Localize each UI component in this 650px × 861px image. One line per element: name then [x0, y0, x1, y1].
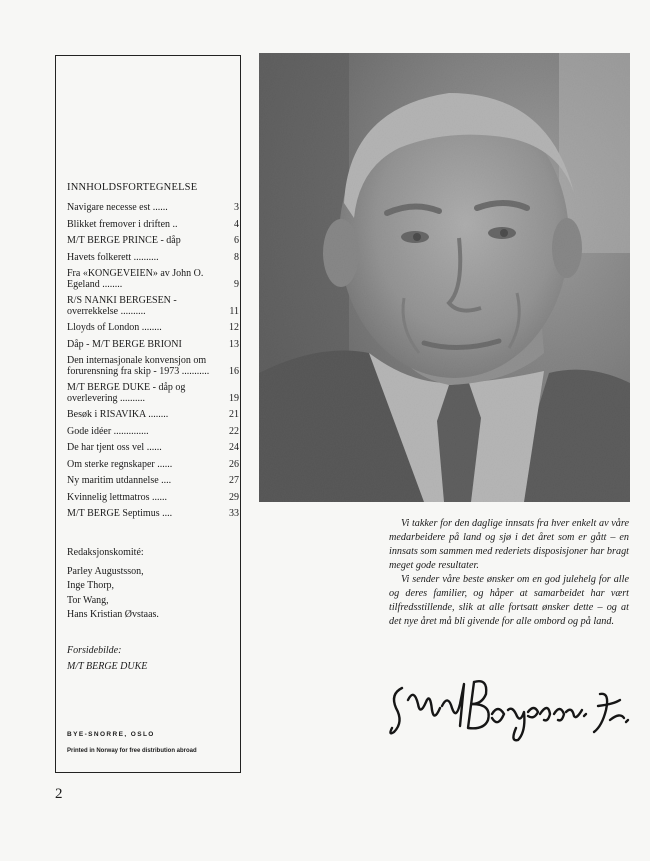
toc-item: [67, 383, 239, 404]
toc-item-page: 13: [229, 338, 239, 350]
toc-item-page: 22: [229, 425, 239, 437]
toc-item: [67, 269, 239, 290]
toc-item: [67, 509, 239, 520]
toc-item-title: Dåp - M/T BERGE BRIONI: [67, 338, 182, 350]
cover-credit: [67, 643, 237, 675]
toc-item-title: Lloyds of London ........: [67, 322, 162, 333]
toc-item-title: Navigare necesse est ......: [67, 202, 168, 213]
toc-item: [67, 236, 239, 247]
toc-item: [67, 410, 239, 421]
toc-item: [67, 356, 239, 377]
toc-item: [67, 253, 239, 264]
toc-item-title: M/T BERGE Septimus ....: [67, 508, 173, 519]
printer-credit: BYE-SNORRE, OSLO: [67, 731, 155, 738]
toc-item-title: Havets folkerett ..........: [67, 251, 159, 263]
cover-title: M/T BERGE DUKE: [67, 661, 148, 672]
portrait-photo: [259, 53, 630, 502]
toc-item: [67, 203, 239, 214]
toc-item-page: 24: [229, 442, 239, 453]
toc-item: [67, 296, 239, 317]
greeting-message: [389, 517, 629, 629]
toc-item-title: Fra «KONGEVEIEN» av John O. Egeland ........: [67, 268, 204, 290]
committee-heading: Redaksjonskomité:: [67, 547, 144, 558]
toc-item-title: M/T BERGE DUKE - dåp og overlevering ..........: [67, 382, 186, 404]
toc-item: [67, 220, 239, 231]
toc-item-page: 16: [229, 365, 239, 377]
toc-item-title: Besøk i RISAVIKA ........: [67, 409, 169, 420]
committee-member: Tor Wang,: [67, 594, 109, 606]
toc-item-page: 11: [229, 305, 239, 317]
toc-item-page: 4: [234, 218, 239, 230]
committee-member: Parley Augustsson,: [67, 565, 144, 577]
toc-item: [67, 427, 239, 438]
toc-item-title: Ny maritim utdannelse ....: [67, 475, 172, 486]
toc-item-page: 26: [229, 458, 239, 470]
toc-item-page: 29: [229, 491, 239, 503]
toc-item-title: Blikket fremover i driften ..: [67, 218, 178, 230]
toc-item: [67, 493, 239, 504]
toc-item: [67, 443, 239, 454]
toc-item-page: 8: [234, 251, 239, 263]
toc-item-page: 19: [229, 392, 239, 404]
toc-item-page: 27: [229, 475, 239, 486]
handwritten-signature: [388, 670, 633, 742]
table-of-contents-panel: [55, 55, 241, 773]
toc-item-title: R/S NANKI BERGESEN - overrekkelse ..........: [67, 295, 177, 317]
toc-item-page: 21: [229, 409, 239, 420]
toc-item-title: De har tjent oss vel ......: [67, 442, 162, 453]
editorial-committee: [67, 546, 237, 623]
toc-heading: INNHOLDSFORTEGNELSE: [67, 182, 198, 193]
toc-item: [67, 476, 239, 487]
portrait-illustration: [259, 53, 630, 502]
toc-item-title: M/T BERGE PRINCE - dåp: [67, 235, 181, 246]
toc-item-page: 6: [234, 235, 239, 246]
signature-drawing: [388, 670, 633, 742]
toc-item-title: Om sterke regnskaper ......: [67, 458, 173, 470]
toc-item: [67, 340, 239, 351]
toc-item-page: 33: [229, 508, 239, 519]
message-paragraph: Vi sender våre beste ønsker om en god julehelg for alle og deres familier, og håper at samarbeidet har vært tilfredsstillende, slik at alle fortsatt ønsker dette – og at det nye året må bli givende for alle ombord og på land.: [389, 574, 629, 627]
printed-note: Printed in Norway for free distribution abroad: [67, 748, 197, 754]
toc-item-title: Den internasjonale konvensjon om forurensning fra skip - 1973 ...........: [67, 355, 210, 377]
toc-item-page: 9: [234, 278, 239, 290]
toc-list: [67, 203, 239, 526]
toc-item: [67, 323, 239, 334]
toc-item: [67, 460, 239, 471]
toc-item-title: Gode idéer ..............: [67, 425, 149, 437]
toc-item-page: 3: [234, 202, 239, 213]
toc-item-page: 12: [229, 322, 239, 333]
committee-member: Inge Thorp,: [67, 580, 115, 591]
toc-item-title: Kvinnelig lettmatros ......: [67, 491, 167, 503]
cover-label: Forsidebilde:: [67, 645, 122, 656]
message-paragraph: Vi takker for den daglige innsats fra hver enkelt av våre medarbeidere på land og sjø i det året som er gått – en innsats som sammen med rederiets disposisjoner har bragt meget gode resultater.: [389, 518, 629, 571]
committee-member: Hans Kristian Øvstaas.: [67, 609, 159, 620]
page-number: 2: [55, 786, 63, 802]
